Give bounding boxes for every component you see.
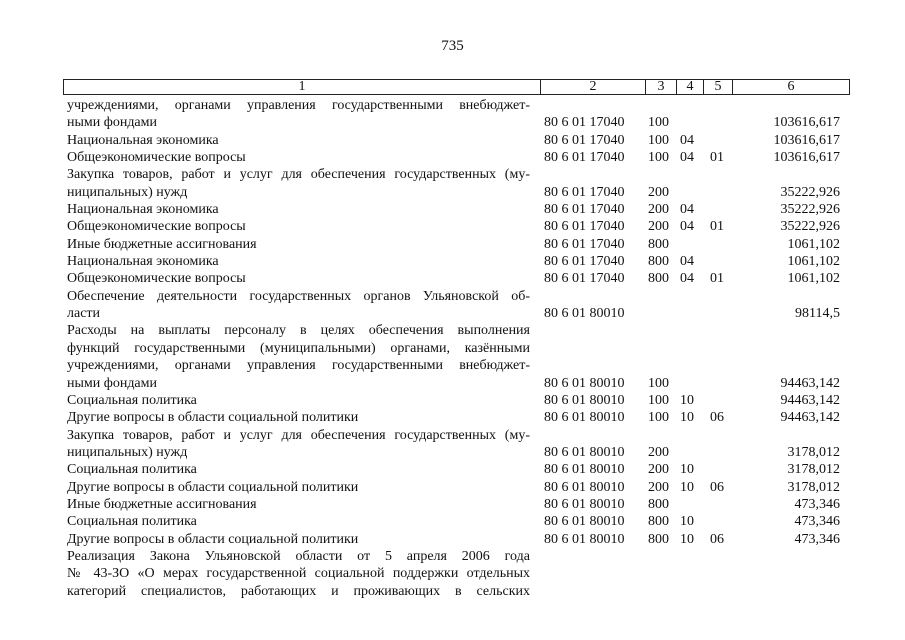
row-description: Общеэкономические вопросы [67, 150, 246, 166]
row-description: Общеэкономические вопросы [67, 219, 246, 235]
expense-type-code: 800 [648, 496, 669, 512]
amount: 1061,102 [787, 254, 840, 270]
subsection-code: 06 [710, 531, 724, 547]
table-header-row [63, 79, 850, 95]
section-code: 10 [680, 531, 694, 547]
target-article-code: 80 6 01 80010 [544, 479, 625, 495]
target-article-code: 80 6 01 17040 [544, 254, 625, 270]
target-article-code: 80 6 01 17040 [544, 271, 625, 287]
expense-type-code: 100 [648, 150, 669, 166]
amount: 35222,926 [780, 202, 840, 218]
target-article-code: 80 6 01 17040 [544, 115, 625, 131]
expense-type-code: 100 [648, 410, 669, 426]
amount: 3178,012 [787, 462, 840, 478]
header-col-6: 6 [787, 79, 795, 94]
section-code: 10 [680, 462, 694, 478]
row-description: Другие вопросы в области социальной политики [67, 479, 359, 495]
expense-type-code: 100 [648, 375, 669, 391]
target-article-code: 80 6 01 80010 [544, 375, 625, 391]
row-description: Социальная политика [67, 392, 197, 408]
target-article-code: 80 6 01 80010 [544, 514, 625, 530]
table-row [67, 270, 847, 287]
header-col-2: 2 [541, 80, 646, 94]
amount: 473,346 [794, 514, 840, 530]
target-article-code: 80 6 01 80010 [544, 496, 625, 512]
table-row [67, 548, 847, 600]
section-code: 04 [680, 150, 694, 166]
row-description: Общеэкономические вопросы [67, 271, 246, 287]
row-description: Расходы на выплаты персоналу в целях обеспечения выполнения функций государственными (муниципальными) органами, казёнными учреждениями, органами управления государственными внебюджет- ными фондами [67, 323, 530, 391]
table-row [67, 288, 847, 323]
section-code: 04 [680, 254, 694, 270]
amount: 3178,012 [787, 444, 840, 460]
table-row [67, 409, 847, 426]
table-row [67, 531, 847, 548]
row-description: Социальная политика [67, 514, 197, 530]
table-row [67, 97, 847, 132]
row-description: Социальная политика [67, 462, 197, 478]
amount: 3178,012 [787, 479, 840, 495]
row-description: Национальная экономика [67, 202, 219, 218]
subsection-code: 06 [710, 410, 724, 426]
section-code: 04 [680, 271, 694, 287]
table-row [67, 166, 847, 201]
expense-type-code: 200 [648, 184, 669, 200]
row-description: Иные бюджетные ассигнования [67, 236, 257, 252]
table-row [67, 513, 847, 530]
row-description: Закупка товаров, работ и услуг для обеспечения государственных (му- ниципальных) нужд [67, 167, 530, 200]
amount: 473,346 [794, 496, 840, 512]
subsection-code: 01 [710, 271, 724, 287]
table-row [67, 132, 847, 149]
table-row [67, 149, 847, 166]
section-code: 10 [680, 410, 694, 426]
target-article-code: 80 6 01 80010 [544, 392, 625, 408]
expense-type-code: 100 [648, 115, 669, 131]
budget-table-body [67, 97, 847, 600]
section-code: 04 [680, 219, 694, 235]
target-article-code: 80 6 01 17040 [544, 150, 625, 166]
table-row [67, 461, 847, 478]
target-article-code: 80 6 01 80010 [544, 444, 625, 460]
target-article-code: 80 6 01 80010 [544, 306, 625, 322]
row-description: Закупка товаров, работ и услуг для обеспечения государственных (му- ниципальных) нужд [67, 427, 530, 460]
amount: 103616,617 [773, 132, 840, 148]
amount: 94463,142 [780, 392, 840, 408]
subsection-code: 01 [710, 219, 724, 235]
table-row [67, 427, 847, 462]
amount: 94463,142 [780, 410, 840, 426]
expense-type-code: 800 [648, 514, 669, 530]
target-article-code: 80 6 01 80010 [544, 410, 625, 426]
amount: 103616,617 [773, 115, 840, 131]
section-code: 10 [680, 392, 694, 408]
header-col-3: 3 [646, 80, 677, 94]
amount: 98114,5 [795, 306, 840, 322]
amount: 1061,102 [787, 271, 840, 287]
expense-type-code: 200 [648, 444, 669, 460]
expense-type-code: 200 [648, 219, 669, 235]
table-row [67, 218, 847, 235]
expense-type-code: 800 [648, 531, 669, 547]
expense-type-code: 100 [648, 392, 669, 408]
row-description: Другие вопросы в области социальной политики [67, 531, 359, 547]
target-article-code: 80 6 01 17040 [544, 184, 625, 200]
subsection-code: 06 [710, 479, 724, 495]
table-row [67, 253, 847, 270]
table-row [67, 201, 847, 218]
expense-type-code: 800 [648, 236, 669, 252]
target-article-code: 80 6 01 80010 [544, 462, 625, 478]
amount: 35222,926 [780, 219, 840, 235]
amount: 94463,142 [780, 375, 840, 391]
expense-type-code: 100 [648, 132, 669, 148]
row-description: Другие вопросы в области социальной политики [67, 410, 359, 426]
expense-type-code: 800 [648, 271, 669, 287]
page-number: 735 [441, 38, 464, 54]
expense-type-code: 200 [648, 202, 669, 218]
target-article-code: 80 6 01 17040 [544, 236, 625, 252]
section-code: 04 [680, 202, 694, 218]
amount: 473,346 [794, 531, 840, 547]
row-description: Национальная экономика [67, 254, 219, 270]
section-code: 10 [680, 514, 694, 530]
header-col-1: 1 [64, 80, 541, 94]
subsection-code: 01 [710, 150, 724, 166]
row-description: Обеспечение деятельности государственных органов Ульяновской об- ласти [67, 288, 530, 322]
table-row [67, 392, 847, 409]
amount: 35222,926 [780, 184, 840, 200]
table-row [67, 236, 847, 253]
section-code: 10 [680, 479, 694, 495]
header-col-4: 4 [677, 80, 704, 94]
header-col-5: 5 [704, 80, 733, 94]
amount: 1061,102 [787, 236, 840, 252]
target-article-code: 80 6 01 17040 [544, 132, 625, 148]
row-description: Иные бюджетные ассигнования [67, 496, 257, 512]
target-article-code: 80 6 01 17040 [544, 202, 625, 218]
expense-type-code: 200 [648, 479, 669, 495]
expense-type-code: 800 [648, 254, 669, 270]
row-description: Реализация Закона Ульяновской области от 5 апреля 2006 года № 43-ЗО «О мерах государственной социальной поддержки отдельных категорий специалистов, работающих и проживающих в сельских [67, 548, 530, 599]
target-article-code: 80 6 01 80010 [544, 531, 625, 547]
row-description: учреждениями, органами управления государственными внебюджет- ными фондами [67, 98, 530, 131]
amount: 103616,617 [773, 150, 840, 166]
table-row [67, 322, 847, 391]
table-row [67, 496, 847, 513]
row-description: Национальная экономика [67, 132, 219, 148]
table-row [67, 479, 847, 496]
target-article-code: 80 6 01 17040 [544, 219, 625, 235]
expense-type-code: 200 [648, 462, 669, 478]
section-code: 04 [680, 132, 694, 148]
